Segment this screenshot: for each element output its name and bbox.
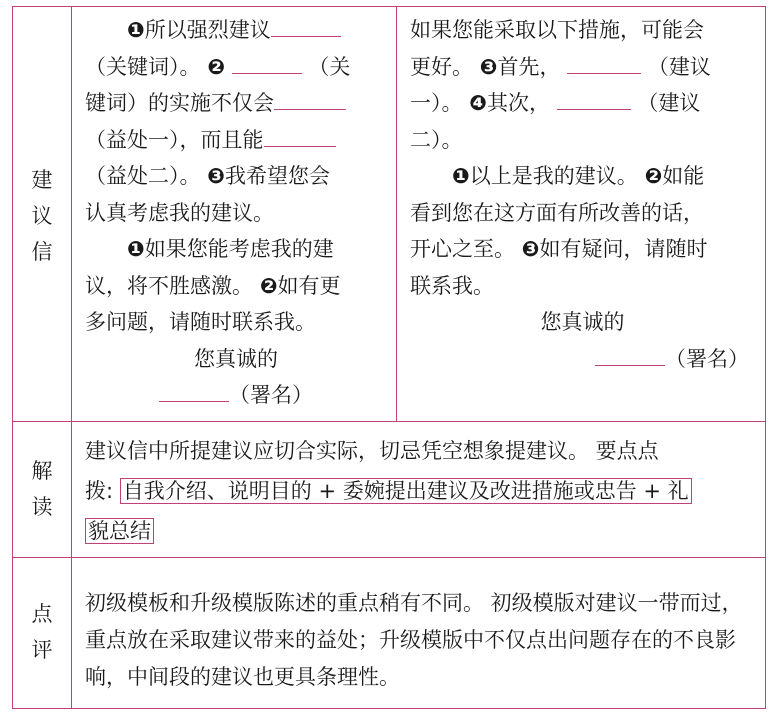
label-char: 议 [31, 204, 53, 228]
step-marker: ❸ [521, 237, 540, 261]
text-run: 二）。 [410, 127, 463, 152]
text-run: 更好。 [410, 54, 473, 79]
label-char: 建 [31, 168, 53, 192]
step-marker: ❶ [127, 237, 145, 261]
row-label-interpretation [13, 453, 71, 525]
text-run: 认真考虑我的建议。 [85, 200, 274, 225]
text-run: （益处一），而且能 [85, 127, 264, 152]
step-marker: ❸ [207, 164, 225, 188]
step-marker: ❸ [479, 54, 498, 79]
key-points-highlight: 自我介绍、说明目的 + 委婉提出建议及改进措施或忠告 + 礼 [120, 478, 692, 504]
interpretation-line-1: 建议信中所提建议应切合实际，切忌凭空想象提建议。 要点点 [85, 439, 659, 463]
label-char: 解 [31, 459, 53, 483]
fill-blank [557, 87, 631, 110]
fill-blank [271, 14, 341, 37]
label-char: 读 [31, 495, 53, 519]
upgraded-template-paragraph-2 [410, 158, 755, 304]
fill-blank [264, 124, 336, 147]
row-divider-1 [13, 421, 765, 422]
step-marker: ❷ [644, 164, 663, 188]
fill-blank [595, 343, 665, 366]
step-marker: ❶ [127, 18, 145, 42]
label-char: 信 [31, 240, 53, 264]
basic-template-closing: 您真诚的 [194, 346, 278, 371]
interpretation-line-2 [85, 471, 757, 511]
text-run: （益处二）。 [85, 164, 201, 188]
step-marker: ❹ [469, 91, 487, 115]
content-column-divider [396, 7, 397, 421]
basic-template-paragraph-1 [85, 12, 387, 231]
comment-content [85, 585, 753, 696]
text-run: （署名） [229, 383, 313, 407]
interpretation-line-3 [85, 511, 757, 551]
text-run: 如有疑问，请随时 [539, 237, 708, 261]
upgraded-template-closing: 您真诚的 [540, 310, 625, 334]
upgraded-template-column [410, 12, 755, 377]
step-marker: ❷ [259, 273, 278, 298]
label-char: 评 [31, 638, 53, 662]
text-run: （关 [308, 54, 351, 79]
text-run: 拨: [85, 479, 114, 503]
text-run: 一）。 [410, 91, 463, 115]
step-marker: ❶ [452, 164, 470, 188]
comment-text: 初级模板和升级模版陈述的重点稍有不同。 初级模版对建议一带而过，重点放在采取建议带来的益处；升级模版中不仅点出问题存在的不良影响，中间段的建议也更具条理性。 [85, 591, 743, 689]
text-run: 以上是我的建议。 [469, 164, 638, 188]
label-char: 点 [31, 602, 53, 626]
row-divider-2 [13, 557, 765, 558]
text-run: 多问题，请随时联系我。 [85, 310, 316, 334]
row-label-letter [13, 162, 71, 270]
label-column-divider [71, 7, 72, 708]
text-run: 所以强烈建议 [144, 18, 271, 42]
text-run: 联系我。 [410, 273, 494, 298]
fill-blank [159, 379, 229, 402]
text-run: 如有更 [277, 273, 341, 298]
text-run: 如果您能采取以下措施，可能会 [410, 18, 704, 42]
text-run: 其次， [486, 91, 550, 115]
step-marker: ❷ [207, 54, 225, 79]
upgraded-template-signature [410, 341, 755, 378]
upgraded-template-paragraph-1 [410, 12, 755, 158]
basic-template-signature [85, 377, 387, 414]
comparison-table [12, 6, 766, 709]
text-run: （署名） [665, 346, 749, 371]
interpretation-content [85, 431, 757, 551]
fill-blank [274, 87, 346, 110]
text-run: 如能 [662, 164, 705, 188]
text-run: （建议 [637, 91, 701, 115]
text-run: 我希望您会 [224, 164, 330, 188]
text-run: 键词）的实施不仅会 [85, 91, 274, 115]
fill-blank [232, 51, 302, 74]
key-points-highlight-continued: 貌总结 [85, 518, 154, 544]
fill-blank [567, 51, 641, 74]
text-run: 开心之至。 [410, 237, 515, 261]
basic-template-column [85, 12, 387, 414]
text-run: 如果您能考虑我的建 [144, 237, 334, 261]
text-run: 议，将不胜感激。 [85, 273, 253, 298]
text-run: （关键词）。 [85, 54, 201, 79]
text-run: 首先， [497, 54, 561, 79]
row-label-comment [13, 596, 71, 668]
text-run: 看到您在这方面有所改善的话， [410, 200, 704, 225]
basic-template-paragraph-2 [85, 231, 387, 341]
text-run: （建议 [647, 54, 711, 79]
